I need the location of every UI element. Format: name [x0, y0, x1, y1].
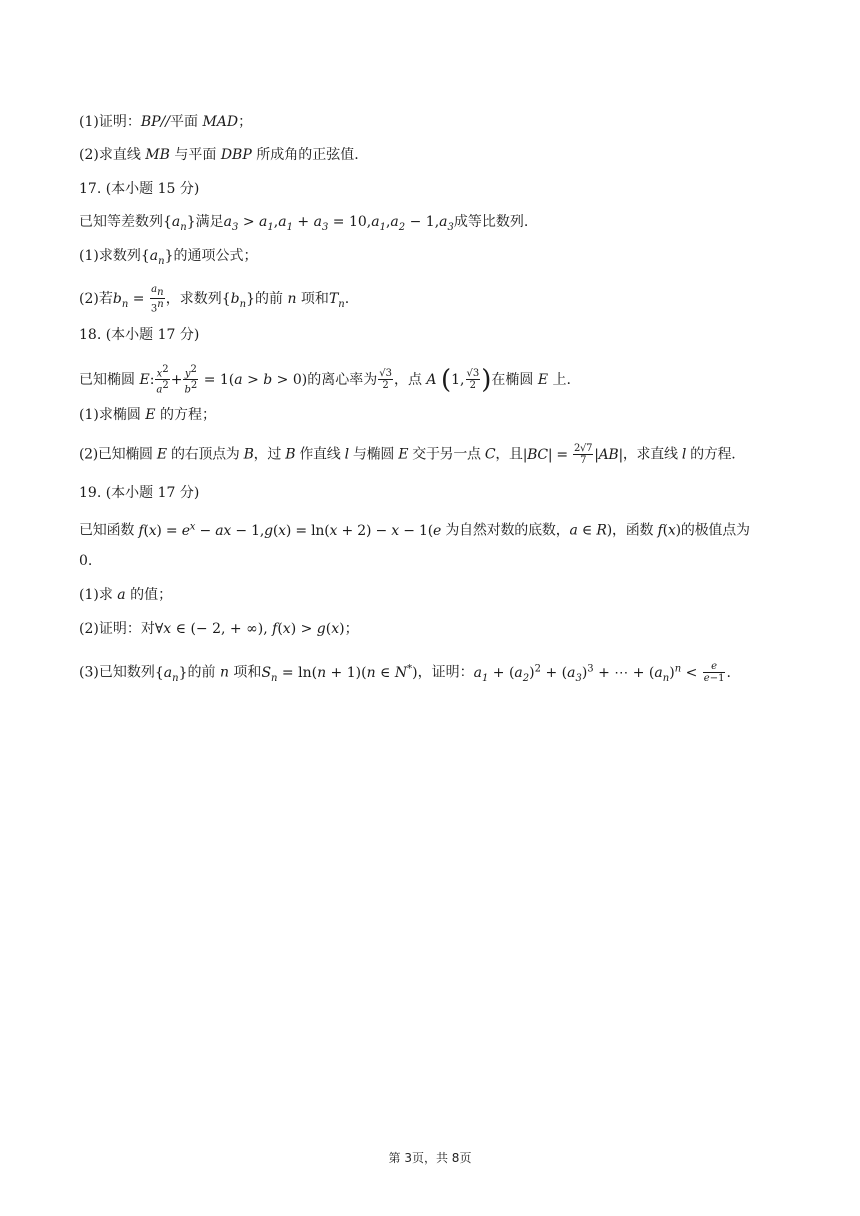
q17-bn-def: $b_n$ = $\frac{a_n}{3^n}$ [112, 284, 164, 315]
fraction: $\frac{a_n}{3^n}$ [150, 284, 164, 315]
q18-part2-i: 的方程. [686, 446, 736, 463]
q16-part2-math1: MB [145, 147, 170, 163]
q18-part2-e: 与椭圆 [348, 446, 399, 463]
q18-stem-end2: 上. [548, 371, 571, 388]
q17-part1 [79, 246, 790, 272]
q18-header: 18. (本小题 17 分) [79, 327, 200, 343]
q17-n: n [287, 291, 297, 308]
q18-part2-d: 作直线 [295, 446, 345, 463]
q19-part3-mid2: 项和 [228, 664, 262, 681]
q18-ellipse-eq: E: $\frac{x^2}{a^2}$ + $\frac{y^2}{b^2}$ = 1(a > b > 0) [139, 364, 308, 396]
q18-part2-l: l [344, 446, 349, 463]
q17-stem-end: 成等比数列. [453, 214, 529, 230]
q17-Tn: $T_n$ [328, 291, 345, 310]
q19-functions: $f(x) = e^x$ − ax − 1,g(x) = ln(x + 2) − x − 1(e [138, 521, 446, 539]
q19-stem-end: 的极值点为 [680, 522, 750, 539]
q19-part3-inequality: $a_1 + (a_2)^2 + (a_3)^3$ + ⋯ + $(a_n)^n$ < $\frac{e}{e-1}$ . [473, 661, 731, 685]
q16-part2-math2: DBP [220, 147, 252, 163]
q18-part2-h: ，求直线 [622, 446, 682, 463]
q17-condition: $a_3 > a_1,a_1 + a_3 = 10,a_1,a_2 - 1,a_3$ [223, 214, 454, 233]
q16-part1 [79, 112, 790, 132]
page-footer: 第 3页，共 8页 [388, 1151, 472, 1165]
q17-part1-seq: $\{a_n\}$ [140, 248, 174, 267]
q17-part2-mid3: 项和 [296, 291, 329, 308]
q19-part2-math: ∀x ∈ (− 2, + ∞), f(x) > g(x) [154, 621, 345, 637]
q18-stem-mid2: ，点 [393, 371, 427, 388]
q16-part1-prefix: (1)证明： [79, 114, 141, 130]
q18-part2-condition: |BC| = $\frac{2√7}{7}$ |AB| [522, 443, 623, 466]
q19-part3-Sn: $S_n = \ln(n + 1)(n$ ∈ N*) [261, 663, 418, 684]
q18-part1-end: 的方程； [155, 407, 216, 423]
q18-part2-B2: B [285, 446, 296, 463]
q19-part1-a: a [117, 587, 126, 603]
q16-part2-end: 所成角的正弦值. [251, 147, 359, 163]
q16-part2-prefix: (2)求直线 [79, 147, 146, 163]
q17-part2-end: . [344, 291, 350, 308]
q18-part2-b: 的右顶点为 [166, 446, 244, 463]
q18-part2-f: 交于另一点 [408, 446, 485, 463]
q19-part2-prefix: (2)证明：对 [79, 621, 155, 637]
q18-part2 [79, 443, 790, 466]
q19-part2 [79, 619, 790, 639]
q16-part1-end: ； [238, 114, 253, 130]
q17-part1-prefix: (1)求数列 [79, 248, 141, 264]
q18-stem-mid: 的离心率为 [307, 371, 378, 388]
q17-part2-mid2: 的前 [255, 291, 288, 308]
q19-part3-seq: $\{a_n\}$ [154, 664, 188, 684]
q19-part3 [79, 659, 790, 688]
q19-part1 [79, 585, 790, 605]
q17-seq-an: $\{a_n\}$ [163, 214, 196, 233]
q18-part1-E: E [145, 407, 156, 423]
q16-part1-mid: 平面 [170, 114, 203, 130]
q18-part1-prefix: (1)求椭圆 [79, 407, 146, 423]
q18-part2-E2: E [398, 446, 409, 463]
q19-part3-mid3: ，证明： [417, 664, 474, 681]
q19-stem-prefix: 已知函数 [79, 522, 139, 539]
q17-stem-prefix: 已知等差数列 [79, 214, 163, 230]
q17-part2-prefix: (2)若 [79, 291, 113, 308]
q19-stem-line2: 0. [79, 553, 93, 569]
q18-part2-l2: l [681, 446, 686, 463]
q19-header: 19. (本小题 17 分) [79, 485, 200, 501]
q17-stem [79, 212, 790, 238]
q19-stem [79, 517, 790, 541]
q16-part2-mid: 与平面 [169, 147, 221, 163]
q19-fx: f(x) [657, 522, 681, 539]
q18-part1 [79, 405, 790, 425]
q18-stem-end: 在椭圆 [491, 371, 538, 388]
q19-a-in-R: a ∈ R) [569, 522, 612, 539]
q18-stem-prefix: 已知椭圆 [79, 371, 140, 388]
q18-part2-c: ，过 [253, 446, 286, 463]
q16-part2 [79, 145, 790, 165]
q19-stem-mid2: ，函数 [611, 522, 658, 539]
q19-part1-prefix: (1)求 [79, 587, 118, 603]
q19-part3-n: n [219, 664, 229, 681]
q17-stem-mid: 满足 [195, 214, 224, 230]
q18-part2-B: B [243, 446, 254, 463]
q18-part2-a: (2)已知椭圆 [79, 446, 157, 463]
q18-point-A: A (1, $\frac{√3}{2}$ ) [426, 364, 492, 395]
q17-part2-mid: ，求数列 [165, 291, 222, 308]
q17-part1-end: 的通项公式； [173, 248, 258, 264]
q18-eccentricity: $\frac{√3}{2}$ [379, 368, 392, 392]
q18-E: E [537, 371, 549, 388]
q19-part2-end: ； [344, 621, 359, 637]
q18-part2-E: E [156, 446, 167, 463]
q19-stem-mid: 为自然对数的底数， [445, 522, 570, 539]
q17-header: 17. (本小题 15 分) [79, 181, 200, 197]
q19-part3-mid: 的前 [187, 664, 220, 681]
q17-part2 [79, 284, 790, 315]
q19-part1-end: 的值； [125, 587, 173, 603]
q16-part1-math2: MAD [202, 114, 239, 130]
q16-part1-math: BP// [140, 114, 170, 130]
q19-part3-prefix: (3)已知数列 [79, 664, 155, 681]
q18-part2-C: C [484, 446, 496, 463]
q18-part2-g: ，且 [495, 446, 523, 463]
q18-stem [79, 364, 790, 396]
q17-seq-bn: $\{b_n\}$ [221, 291, 255, 310]
